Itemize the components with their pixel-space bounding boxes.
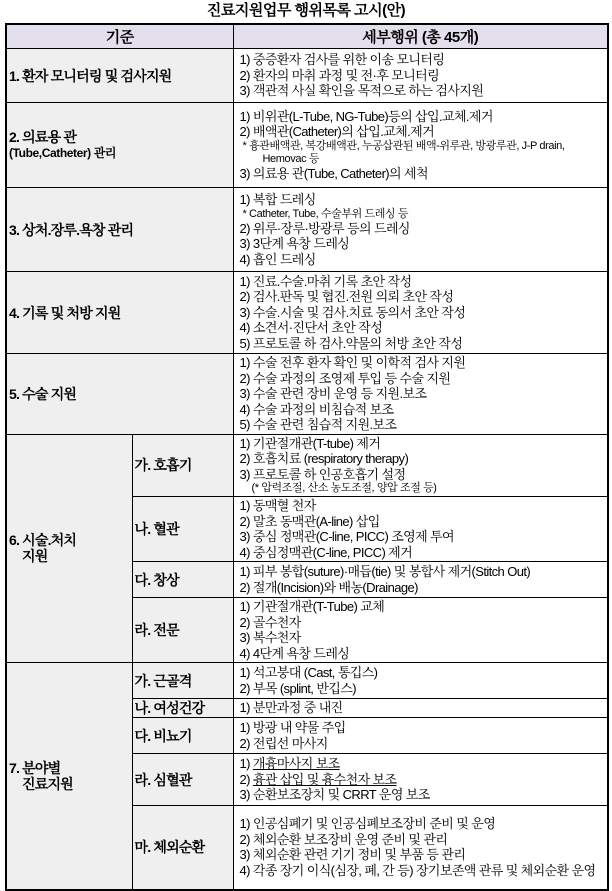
subcategory-cell: 라. 전문 — [132, 598, 233, 663]
detail-line: 2) 절개(Incision)와 배농(Drainage) — [239, 579, 418, 595]
detail-line: 1) 개흉마사지 보조 — [239, 756, 340, 772]
detail-line: 4) 흡인 드레싱 — [239, 251, 316, 267]
category-label: 4. 기록 및 처방 지원 — [9, 304, 121, 321]
detail-line: 3) 객관적 사실 확인을 목적으로 하는 검사지원 — [239, 83, 484, 99]
category-label: 2. 의료용 관 — [9, 129, 77, 145]
table-body — [6, 24, 608, 890]
document-title: 진료지원업무 행위목록 고시(안) — [206, 2, 406, 19]
detail-line: 1) 수술 전후 환자 확인 및 이학적 검사 지원 — [239, 355, 466, 370]
detail-line: 4) 소견서·진단서 초안 작성 — [239, 320, 383, 336]
detail-line: (* 압력조절, 산소 농도조절, 양압 조절 등) — [251, 482, 437, 494]
detail-line: 4) 수술 과정의 비침습적 보조 — [239, 401, 394, 417]
details-cell — [233, 598, 608, 663]
details-header-cell: 세부행위 (총 45개) — [233, 24, 608, 49]
detail-line: 2) 환자의 마취 과정 및 전·후 모니터링 — [239, 67, 440, 83]
detail-line: 5) 수술 관련 침습적 지원.보조 — [239, 417, 397, 432]
detail-line: 2) 말초 동맥관(A-line) 삽입 — [239, 513, 380, 529]
detail-line: 2) 부목 (splint, 반깁스) — [239, 680, 356, 696]
table-row — [6, 49, 608, 103]
details-cell — [233, 718, 608, 754]
detail-line: 1) 피부 봉합(suture)·매듭(tie) 및 봉합사 제거(Stitch Out) — [239, 564, 531, 579]
detail-line: 1) 석고붕대 (Cast, 통깁스) — [239, 665, 378, 680]
category-label: 1. 환자 모니터링 및 검사지원 — [9, 67, 172, 84]
subcategory-cell: 가. 근골격 — [132, 663, 233, 699]
details-cell — [233, 754, 608, 806]
category-cell — [6, 354, 233, 435]
detail-line: 1) 복합 드레싱 — [239, 192, 316, 207]
details-cell — [233, 434, 608, 497]
detail-line: 1) 비위관(L-Tube, NG-Tube)등의 삽입.교체.제거 — [239, 108, 493, 124]
detail-line: 2) 검사.판독 및 협진.전원 의뢰 초안 작성 — [239, 289, 454, 305]
subcategory-cell: 나. 혈관 — [132, 497, 233, 562]
details-cell — [233, 103, 608, 188]
table-header-row — [6, 24, 608, 49]
table-row — [6, 188, 608, 272]
details-cell — [233, 354, 608, 435]
detail-line: 3) 수술 관련 장비 운영 등 지원.보조 — [239, 386, 427, 401]
detail-line: 3) 의료용 관(Tube, Catheter)의 세척 — [239, 165, 428, 181]
category-cell — [6, 663, 132, 890]
category-label: 7. 분야별 — [9, 759, 61, 776]
detail-line: 3) 순환보조장치 및 CRRT 운영 보조 — [239, 787, 430, 803]
table-row — [6, 354, 608, 435]
detail-line: 2) 골수천자 — [239, 614, 301, 630]
category-label: 5. 수술 지원 — [9, 385, 77, 402]
detail-line: 1) 진료.수술.마취 기록 초안 작성 — [239, 273, 412, 289]
underlined-text: 흉관 삽입 및 흉수천자 보조 — [252, 771, 397, 787]
detail-line: 5) 프로토콜 하 검사.약물의 처방 초안 작성 — [239, 335, 463, 351]
detail-line: 1) 인공심폐기 및 인공심폐보조장비 준비 및 운영 — [239, 816, 496, 832]
category-cell — [6, 272, 233, 354]
detail-line: 2) 호흡치료 (respiratory therapy) — [239, 451, 409, 466]
detail-line: 1) 기관절개관(T-Tube) 교체 — [239, 599, 385, 614]
detail-line: 3) 프로토콜 하 인공호흡기 설정 — [239, 466, 406, 482]
detail-line: * Catheter, Tube, 수술부위 드레싱 등 — [242, 207, 409, 220]
details-cell — [233, 497, 608, 562]
subcategory-cell: 가. 호흡기 — [132, 434, 233, 497]
detail-line: 1) 방광 내 약물 주입 — [239, 720, 346, 735]
detail-line: 3) 복수천자 — [239, 630, 301, 645]
category-label: 3. 상처.장루.욕창 관리 — [9, 221, 134, 238]
subcategory-cell: 다. 창상 — [132, 562, 233, 598]
table-row — [6, 103, 608, 188]
table-row — [6, 434, 608, 497]
detail-line: 1) 기관절개관(T-tube) 제거 — [239, 435, 381, 451]
subcategory-cell: 라. 심혈관 — [132, 754, 233, 806]
detail-line: 3) 중심 정맥관(C-line, PICC) 조영제 투여 — [239, 529, 454, 544]
detail-line: 2) 배액관(Catheter)의 삽입.교체.제거 — [239, 124, 435, 140]
category-cell — [6, 49, 233, 103]
table-row — [6, 663, 608, 699]
details-cell — [233, 663, 608, 699]
subcategory-cell: 다. 비뇨기 — [132, 718, 233, 754]
subcategory-cell: 마. 체외순환 — [132, 806, 233, 890]
detail-line: 2) 위루·장루·방광루 등의 드레싱 — [239, 220, 410, 236]
details-cell — [233, 562, 608, 598]
underlined-text: 개흉마사지 보조 — [252, 756, 340, 772]
category-label-line2: 진료지원 — [22, 775, 73, 792]
category-cell — [6, 188, 233, 272]
detail-line: * 흉관배액관, 복강배액관, 누공삽관된 배액-위루관, 방광루관, J-P drain, Hemovac 등 — [242, 139, 565, 165]
subcategory-cell: 나. 여성건강 — [132, 699, 233, 718]
details-cell — [233, 49, 608, 103]
detail-line: 1) 중증환자 검사를 위한 이송 모니터링 — [239, 52, 445, 68]
detail-line: 4) 각종 장기 이식(심장, 폐, 간 등) 장기보존액 관류 및 체외순환 운영 — [239, 862, 596, 878]
details-cell — [233, 806, 608, 890]
detail-line: 4) 중심정맥관(C-line, PICC) 제거 — [239, 544, 413, 560]
table-row — [6, 272, 608, 354]
detail-line: 3) 3단계 욕창 드레싱 — [239, 236, 350, 251]
category-label: 6. 시술.처치 — [9, 532, 77, 549]
detail-line: 2) 체외순환 보조장비 운영 준비 및 관리 — [239, 831, 448, 847]
detail-line: 1) 분만과정 중 내진 — [239, 700, 343, 716]
activity-table — [5, 23, 609, 891]
criteria-header-cell: 기준 — [6, 24, 233, 49]
detail-line: 1) 동맥혈 천자 — [239, 498, 316, 513]
details-cell — [233, 272, 608, 354]
details-cell — [233, 699, 608, 718]
category-label-line2: 지원 — [22, 548, 48, 565]
detail-line: 2) 전립선 마사지 — [239, 735, 328, 751]
detail-line: 3) 체외순환 관련 기기 정비 및 부품 등 관리 — [239, 847, 466, 863]
category-sublabel: (Tube,Catheter) 관리 — [9, 146, 117, 160]
detail-line: 2) 흉관 삽입 및 흉수천자 보조 — [239, 771, 397, 787]
category-cell — [6, 103, 233, 188]
category-cell — [6, 434, 132, 663]
detail-line: 3) 수술.시술 및 검사.치료 동의서 초안 작성 — [239, 304, 466, 320]
detail-line: 2) 수술 과정의 조영제 투입 등 수술 지원 — [239, 370, 451, 386]
detail-line: 4) 4단계 욕창 드레싱 — [239, 645, 350, 661]
details-cell — [233, 188, 608, 272]
